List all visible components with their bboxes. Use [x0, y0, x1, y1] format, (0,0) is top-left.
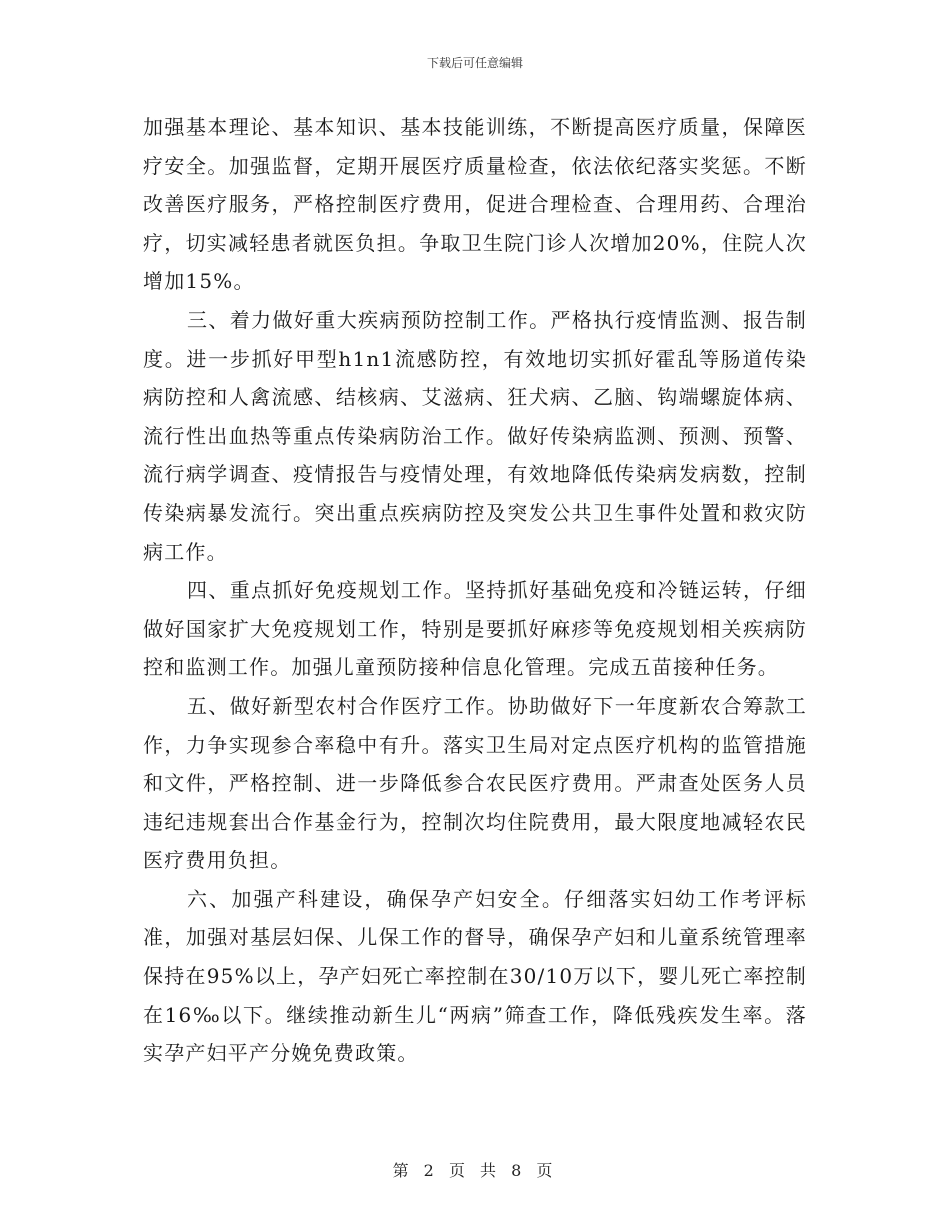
paragraph-section-4: 四、重点抓好免疫规划工作。坚持抓好基础免疫和冷链运转，仔细做好国家扩大免疫规划工作，特别是要抓好麻疹等免疫规划相关疾病防控和监测工作。加强儿童预防接种信息化管理。完成五苗接种任务。 — [143, 578, 807, 680]
paragraph-section-3: 三、着力做好重大疾病预防控制工作。严格执行疫情监测、报告制度。进一步抓好甲型h1n1流感防控，有效地切实抓好霍乱等肠道传染病防控和人禽流感、结核病、艾滋病、狂犬病、乙脑、钩端螺旋体病、流行性出血热等重点传染病防治工作。做好传染病监测、预测、预警、流行病学调查、疫情报告与疫情处理，有效地降低传染病发病数，控制传染病暴发流行。突出重点疾病防控及突发公共卫生事件处置和救灾防病工作。 — [143, 307, 807, 564]
page-header: 下载后可任意编辑 — [426, 56, 523, 70]
paragraph-section-5: 五、做好新型农村合作医疗工作。协助做好下一年度新农合筹款工作，力争实现参合率稳中有升。落实卫生局对定点医疗机构的监管措施和文件，严格控制、进一步降低参合农民医疗费用。严肃查处医务人员违纪违规套出合作基金行为，控制次均住院费用，最大限度地减轻农民医疗费用负担。 — [143, 693, 807, 873]
paragraph-continuation: 加强基本理论、基本知识、基本技能训练，不断提高医疗质量，保障医疗安全。加强监督，定期开展医疗质量检查，依法依纪落实奖惩。不断改善医疗服务，严格控制医疗费用，促进合理检查、合理用药、合理治疗，切实减轻患者就医负担。争取卫生院门诊人次增加20%，住院人次增加15%。 — [143, 115, 807, 294]
document-body — [143, 108, 807, 1073]
paragraph-section-6: 六、加强产科建设，确保孕产妇安全。仔细落实妇幼工作考评标准，加强对基层妇保、儿保工作的督导，确保孕产妇和儿童系统管理率保持在95%以上，孕产妇死亡率控制在30/10万以下，婴儿死亡率控制在16‰以下。继续推动新生儿“两病”筛查工作，降低残疾发生率。落实孕产妇平产分娩免费政策。 — [143, 886, 807, 1066]
page-footer: 第 2 页 共 8 页 — [392, 1161, 558, 1180]
